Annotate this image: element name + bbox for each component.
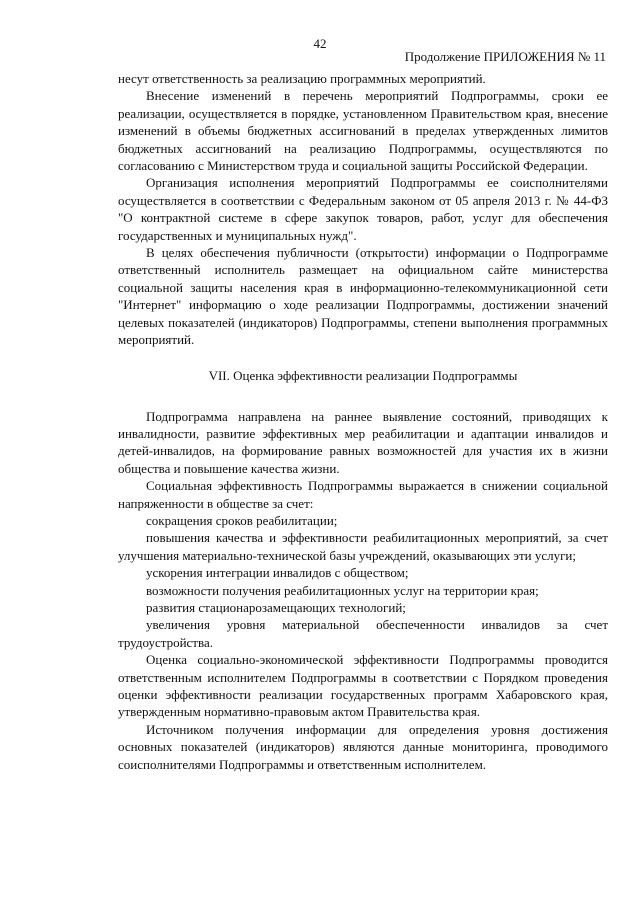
paragraph: Организация исполнения мероприятий Подпрограммы ее соисполнителями осуществляется в соответствии с Федеральным законом от 05 апреля 2013 г. № 44-ФЗ "О контрактной системе в сфере закупок товаров, работ, услуг для обеспечения государственных и муниципальных нужд". — [118, 175, 608, 243]
list-item: развития стационарозамещающих технологий; — [146, 599, 406, 615]
appendix-note: Продолжение ПРИЛОЖЕНИЯ № 11 — [404, 49, 606, 64]
paragraph: Оценка социально-экономической эффективности Подпрограммы проводится ответственным исполнителем Подпрограммы в соответствии с Порядком проведения оценки эффективности реализации государственных программ Хабаровского края, утвержденным нормативно-правовым актом Правительства края. — [118, 652, 608, 720]
document-body — [118, 70, 608, 773]
paragraph: Социальная эффективность Подпрограммы выражается в снижении социальной напряженности в обществе за счет: — [118, 478, 608, 511]
list-item: ускорения интеграции инвалидов с обществом; — [146, 565, 409, 581]
page-number: 42 — [313, 36, 327, 51]
paragraph: Внесение изменений в перечень мероприятий Подпрограммы, сроки ее реализации, осуществляется в порядке, установленном Правительством края, внесение изменений в объемы бюджетных ассигнований в пределах утвержденных лимитов бюджетных ассигнований на реализацию Подпрограммы, осуществляются по согласованию с Министерством труда и социальной защиты Российской Федерации. — [118, 88, 608, 174]
paragraph: Источником получения информации для определения уровня достижения основных показателей (индикаторов) являются данные мониторинга, проводимого соисполнителями Подпрограммы и ответственным исполнителем. — [118, 721, 608, 772]
paragraph: Подпрограмма направлена на раннее выявление состояний, приводящих к инвалидности, развитие эффективных мер реабилитации и адаптации инвалидов и детей-инвалидов, на формирование равных возможностей для участия их в жизни общества и повышение качества жизни. — [118, 408, 608, 476]
list-item: возможности получения реабилитационных услуг на территории края; — [146, 582, 539, 598]
section-heading: VII. Оценка эффективности реализации Подпрограммы — [208, 367, 518, 383]
paragraph: несут ответственность за реализацию программных мероприятий. — [118, 71, 486, 86]
list-item: повышения качества и эффективности реабилитационных мероприятий, за счет улучшения материально-технической базы учреждений, оказывающих эти услуги; — [118, 530, 608, 563]
paragraph: В целях обеспечения публичности (открытости) информации о Подпрограмме ответственный исполнитель размещает на официальном сайте министерства социальной защиты населения края в информационно-телекоммуникационной сети "Интернет" информацию о ходе реализации Подпрограммы, достижении значений целевых показателей (индикаторов) Подпрограммы, степени выполнения программных мероприятий. — [118, 245, 608, 348]
list-item: увеличения уровня материальной обеспеченности инвалидов за счет трудоустройства. — [118, 617, 608, 650]
list-item: сокращения сроков реабилитации; — [146, 512, 338, 528]
